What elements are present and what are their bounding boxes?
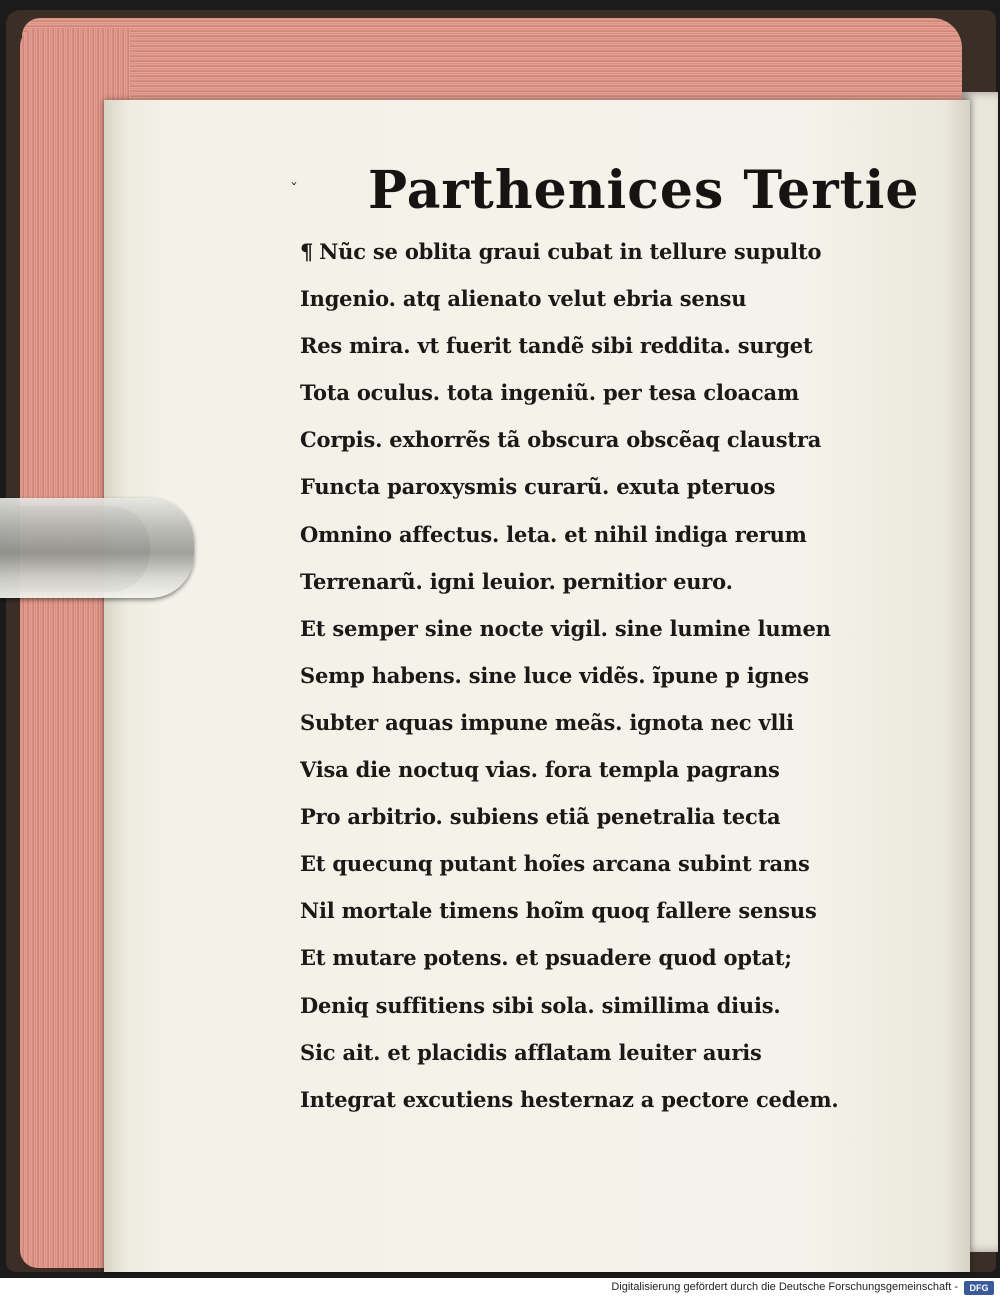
verse-line: Integrat excutiens hesternaz a pectore cedem.: [300, 1086, 839, 1112]
verse-line: ¶ Nũc se oblita graui cubat in tellure supulto: [300, 228, 820, 275]
verse-line: Omnino affectus. leta. et nihil indiga rerum: [300, 521, 807, 547]
verse-line: Et semper sine nocte vigil. sine lumine lumen: [300, 615, 831, 641]
pilcrow-icon: ¶: [300, 239, 314, 264]
verse-line: Corpis. exhorrẽs tã obscura obscẽaq claustra: [300, 427, 822, 453]
verse-line: Subter aquas impune meãs. ignota nec vlli: [300, 709, 794, 735]
verse-line: Semp habens. sine luce vidẽs. ĩpune p ignes: [300, 662, 809, 688]
verse-line: Sic ait. et placidis afflatam leuiter auris: [300, 1039, 762, 1065]
dfg-logo-icon: DFG: [964, 1281, 994, 1295]
margin-mark: ˇ: [290, 180, 298, 199]
verse-line: Tota oculus. tota ingeniũ. per tesa cloacam: [300, 380, 799, 406]
verse-line: Terrenarũ. igni leuior. pernitior euro.: [300, 568, 733, 594]
verse-line: Visa die noctuq vias. fora templa pagrans: [300, 757, 780, 783]
verse-line: Pro arbitrio. subiens etiã penetralia tecta: [300, 804, 781, 830]
verse-line: Et mutare potens. et psuadere quod optat;: [300, 945, 792, 971]
verse-line: Ingenio. atq alienato velut ebria sensu: [300, 286, 747, 312]
verse-line: Functa paroxysmis curarũ. exuta pteruos: [300, 474, 776, 500]
credit-text: Digitalisierung gefördert durch die Deutsche Forschungsgemeinschaft -: [611, 1281, 958, 1293]
page-holder-clip: [0, 498, 194, 598]
page-heading: Parthenices Tertie: [368, 160, 920, 221]
footer-credit: [0, 1278, 1000, 1299]
verse-line: Et quecunq putant hoĩes arcana subint rans: [300, 851, 810, 877]
verse-list: [300, 228, 839, 1123]
verse-line: Res mira. vt fuerit tandẽ sibi reddita. surget: [300, 333, 813, 359]
verse-line: Nil mortale timens hoĩm quoq fallere sensus: [300, 898, 817, 924]
verse-line: Deniq suffitiens sibi sola. simillima diuis.: [300, 992, 781, 1018]
